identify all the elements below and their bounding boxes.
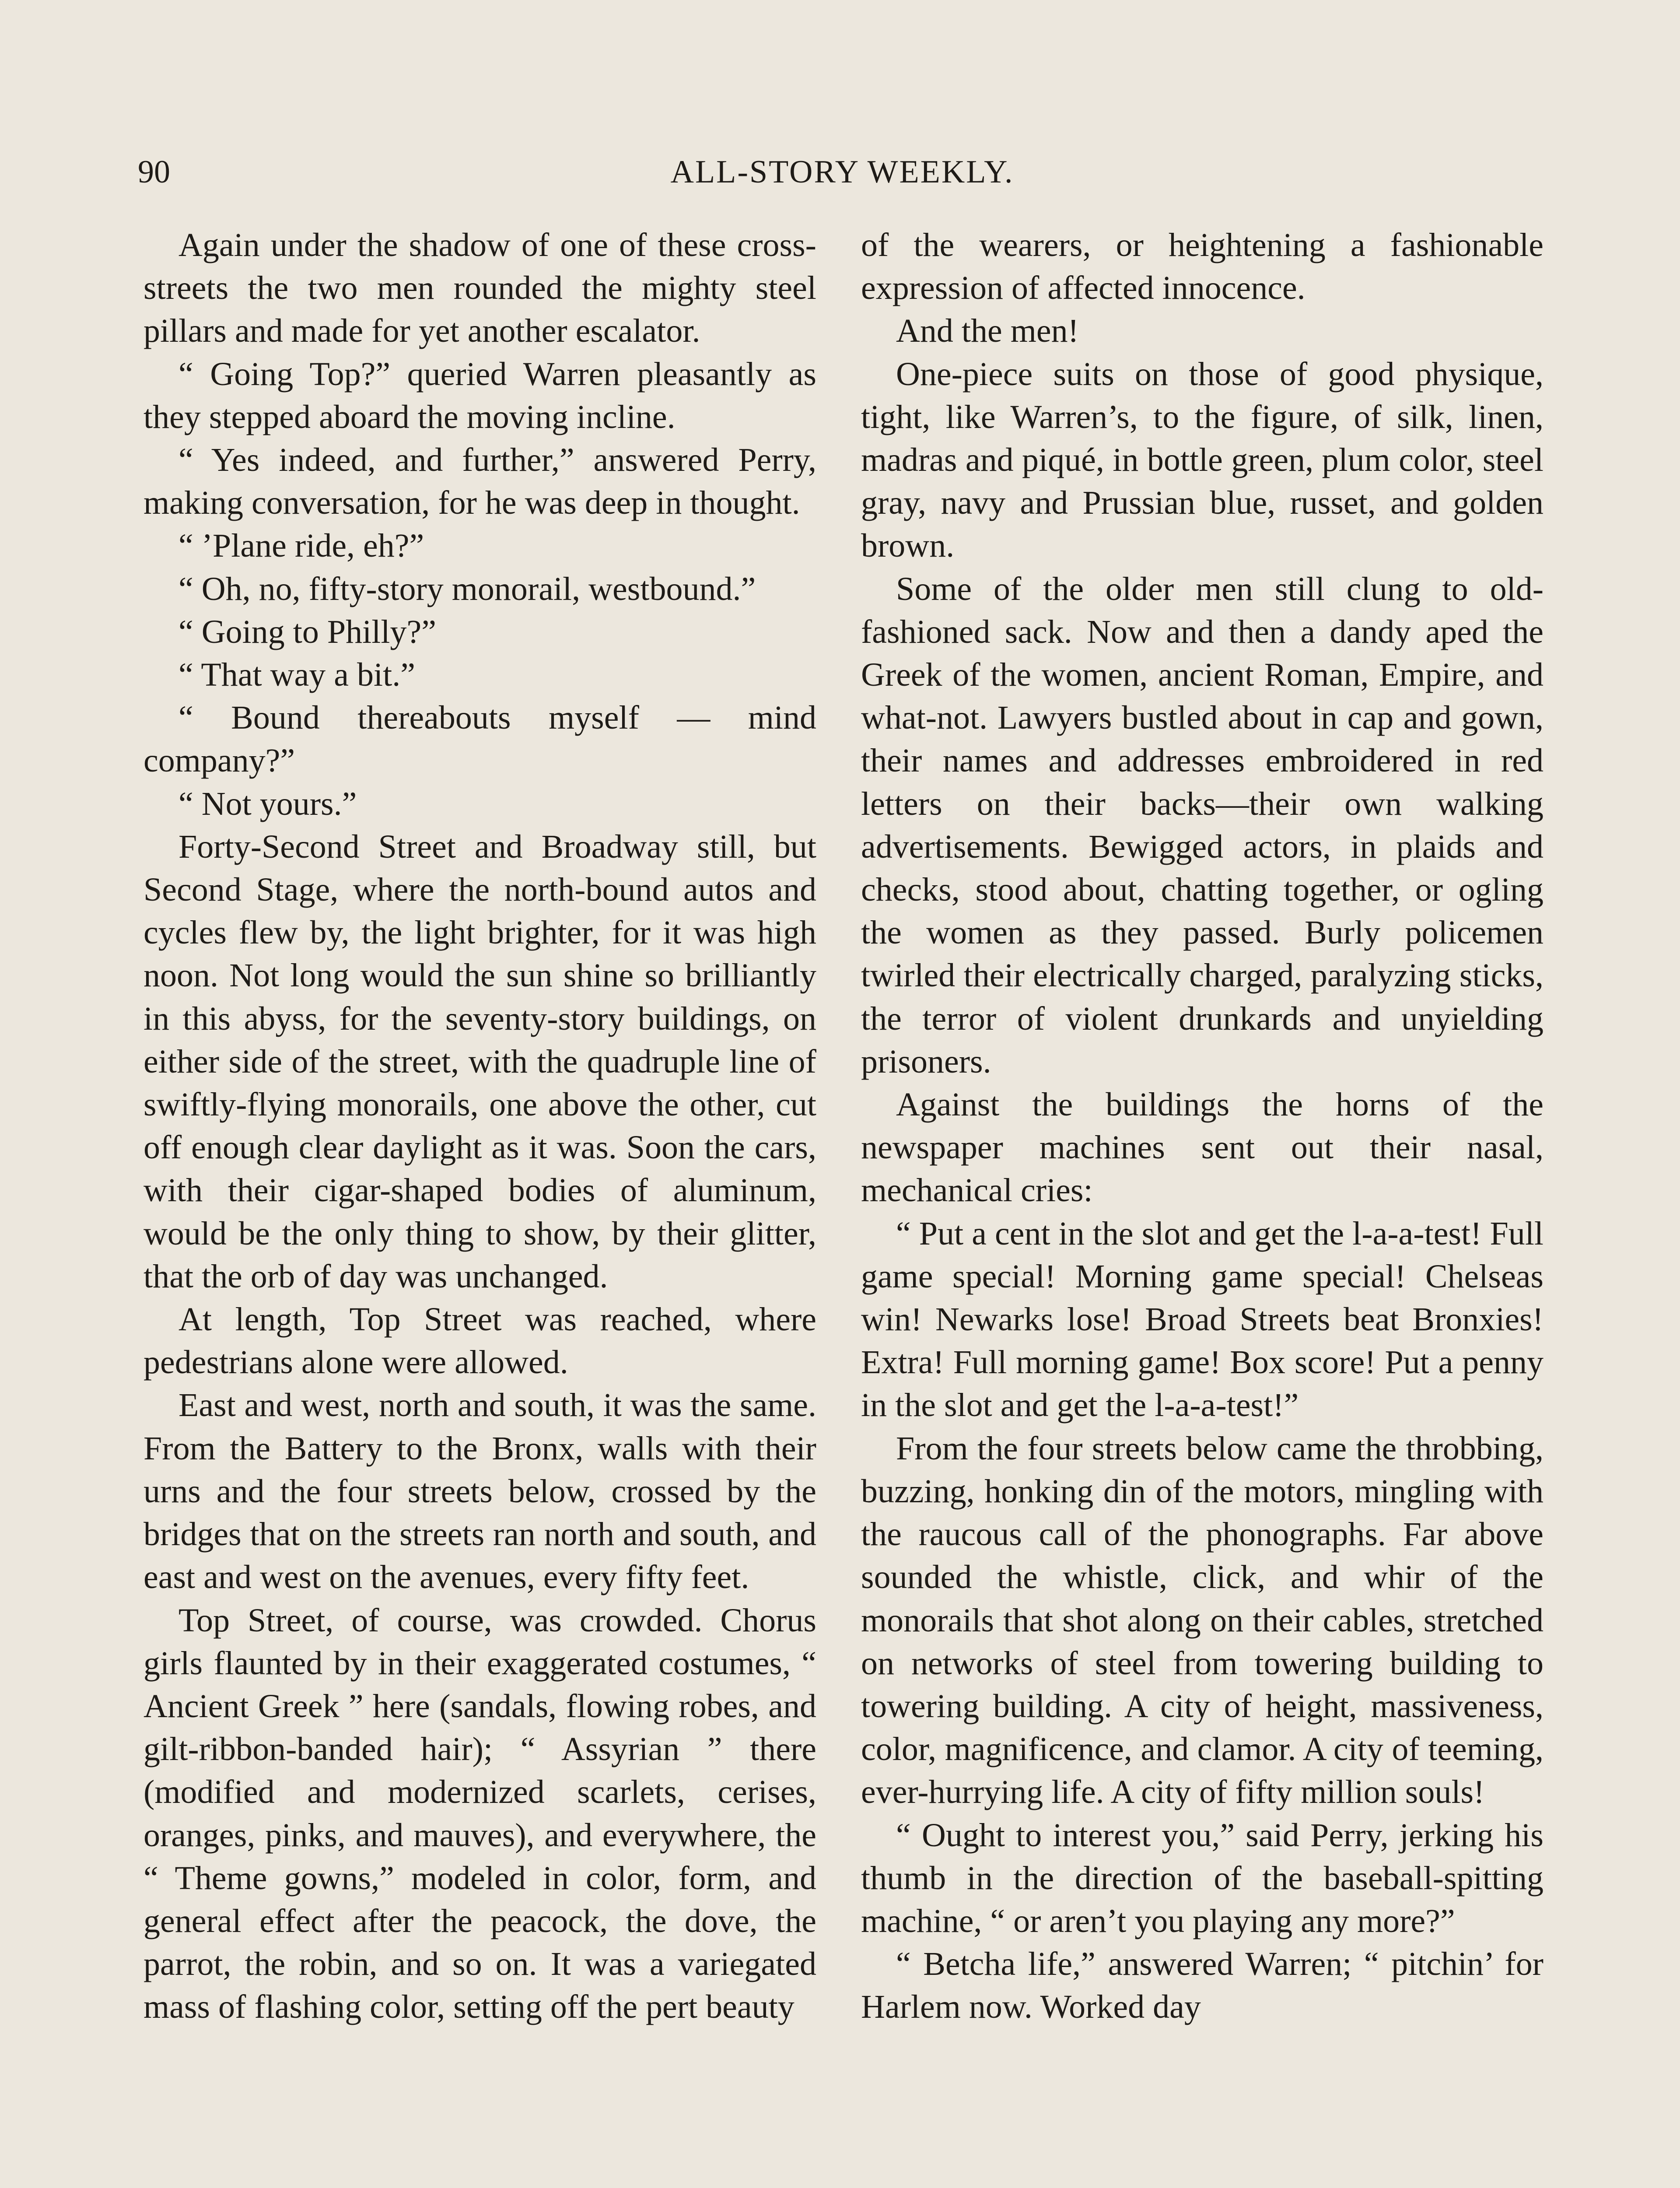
- paragraph: “ Going to Philly?”: [178, 613, 436, 650]
- paragraph: “ Betcha life,” answered Warren; “ pitchin’ for Harlem now. Worked day: [861, 1946, 1544, 2026]
- paragraph: Top Street, of course, was crowded. Chorus girls flaunted by in their exaggerated costumes, “ Ancient Greek ” here (sandals, flowing robes, and gilt-ribbon-banded hair); “ Assyrian ” there (modified and modernized scarlets, cerises, oranges, pinks, and mauves), and everywhere, the “ Theme gowns,” modeled in color, form, and general effect after the peacock, the dove, the parrot, the robin, and so on. It was a variegated mass of flashing color, setting off the pert beauty: [144, 1602, 816, 2026]
- paragraph: And the men!: [896, 312, 1079, 350]
- paragraph: At length, Top Street was reached, where pedestrians alone were allowed.: [144, 1301, 816, 1381]
- page-header: [138, 148, 1547, 196]
- running-title: ALL-STORY WEEKLY.: [670, 154, 1014, 190]
- paragraph: Some of the older men still clung to old-fashioned sack. Now and then a dandy aped the Greek of the women, ancient Roman, Empire, and what-not. Lawyers bustled about in cap and gown, their names and addresses embroidered in red letters on their backs—their own walking advertisements. Bewigged actors, in plaids and checks, stood about, chatting together, or ogling the women as they passed. Burly policemen twirled their electrically charged, paralyzing sticks, the terror of violent drunkards and unyielding prisoners.: [861, 570, 1544, 1080]
- right-column: [861, 224, 1544, 2029]
- paragraph: “ Bound thereabouts myself — mind company?”: [144, 699, 816, 779]
- paragraph-continuation: of the wearers, or heightening a fashionable expression of affected innocence.: [861, 227, 1544, 307]
- left-column: [144, 224, 816, 2029]
- paragraph: From the four streets below came the throbbing, buzzing, honking din of the motors, mingling with the raucous call of the phonographs. Far above sounded the whistle, click, and whir of the monorails that shot along on their cables, stretched on networks of steel from towering building to towering building. A city of height, massiveness, color, magnificence, and clamor. A city of teeming, ever-hurrying life. A city of fifty million souls!: [861, 1430, 1544, 1811]
- paragraph: “ That way a bit.”: [178, 656, 415, 694]
- paragraph: Against the buildings the horns of the newspaper machines sent out their nasal, mechanical cries:: [861, 1086, 1544, 1209]
- paragraph: East and west, north and south, it was the same. From the Battery to the Bronx, walls with their urns and the four streets below, crossed by the bridges that on the streets ran north and south, and east and west on the avenues, every fifty feet.: [144, 1387, 816, 1596]
- paragraph: “ Not yours.”: [178, 785, 357, 822]
- paragraph: “ Going Top?” queried Warren pleasantly as they stepped aboard the moving incline.: [144, 355, 816, 435]
- page-number: 90: [138, 154, 170, 190]
- paragraph: “ Put a cent in the slot and get the l-a-a-test! Full game special! Morning game special! Chelseas win! Newarks lose! Broad Streets beat Bronxies! Extra! Full morning game! Box score! Put a penny in the slot and get the l-a-a-test!”: [861, 1215, 1544, 1424]
- paragraph: “ Ought to interest you,” said Perry, jerking his thumb in the direction of the baseball-spitting machine, “ or aren’t you playing any more?”: [861, 1816, 1544, 1939]
- paragraph: Again under the shadow of one of these cross-streets the two men rounded the mighty steel pillars and made for yet another escalator.: [144, 227, 816, 350]
- paragraph: “ Yes indeed, and further,” answered Perry, making conversation, for he was deep in thought.: [144, 442, 816, 522]
- paragraph: Forty-Second Street and Broadway still, but Second Stage, where the north-bound autos and cycles flew by, the light brighter, for it was high noon. Not long would the sun shine so brilliantly in this abyss, for the seventy-story buildings, on either side of the street, with the quadruple line of swiftly-flying monorails, one above the other, cut off enough clear daylight as it was. Soon the cars, with their cigar-shaped bodies of aluminum, would be the only thing to show, by their glitter, that the orb of day was unchanged.: [144, 828, 816, 1295]
- paragraph: One-piece suits on those of good physique, tight, like Warren’s, to the figure, of silk, linen, madras and piqué, in bottle green, plum color, steel gray, navy and Prussian blue, russet, and golden brown.: [861, 355, 1544, 565]
- paragraph: “ Oh, no, fifty-story monorail, westbound.”: [178, 570, 756, 607]
- paragraph: “ ’Plane ride, eh?”: [178, 527, 424, 565]
